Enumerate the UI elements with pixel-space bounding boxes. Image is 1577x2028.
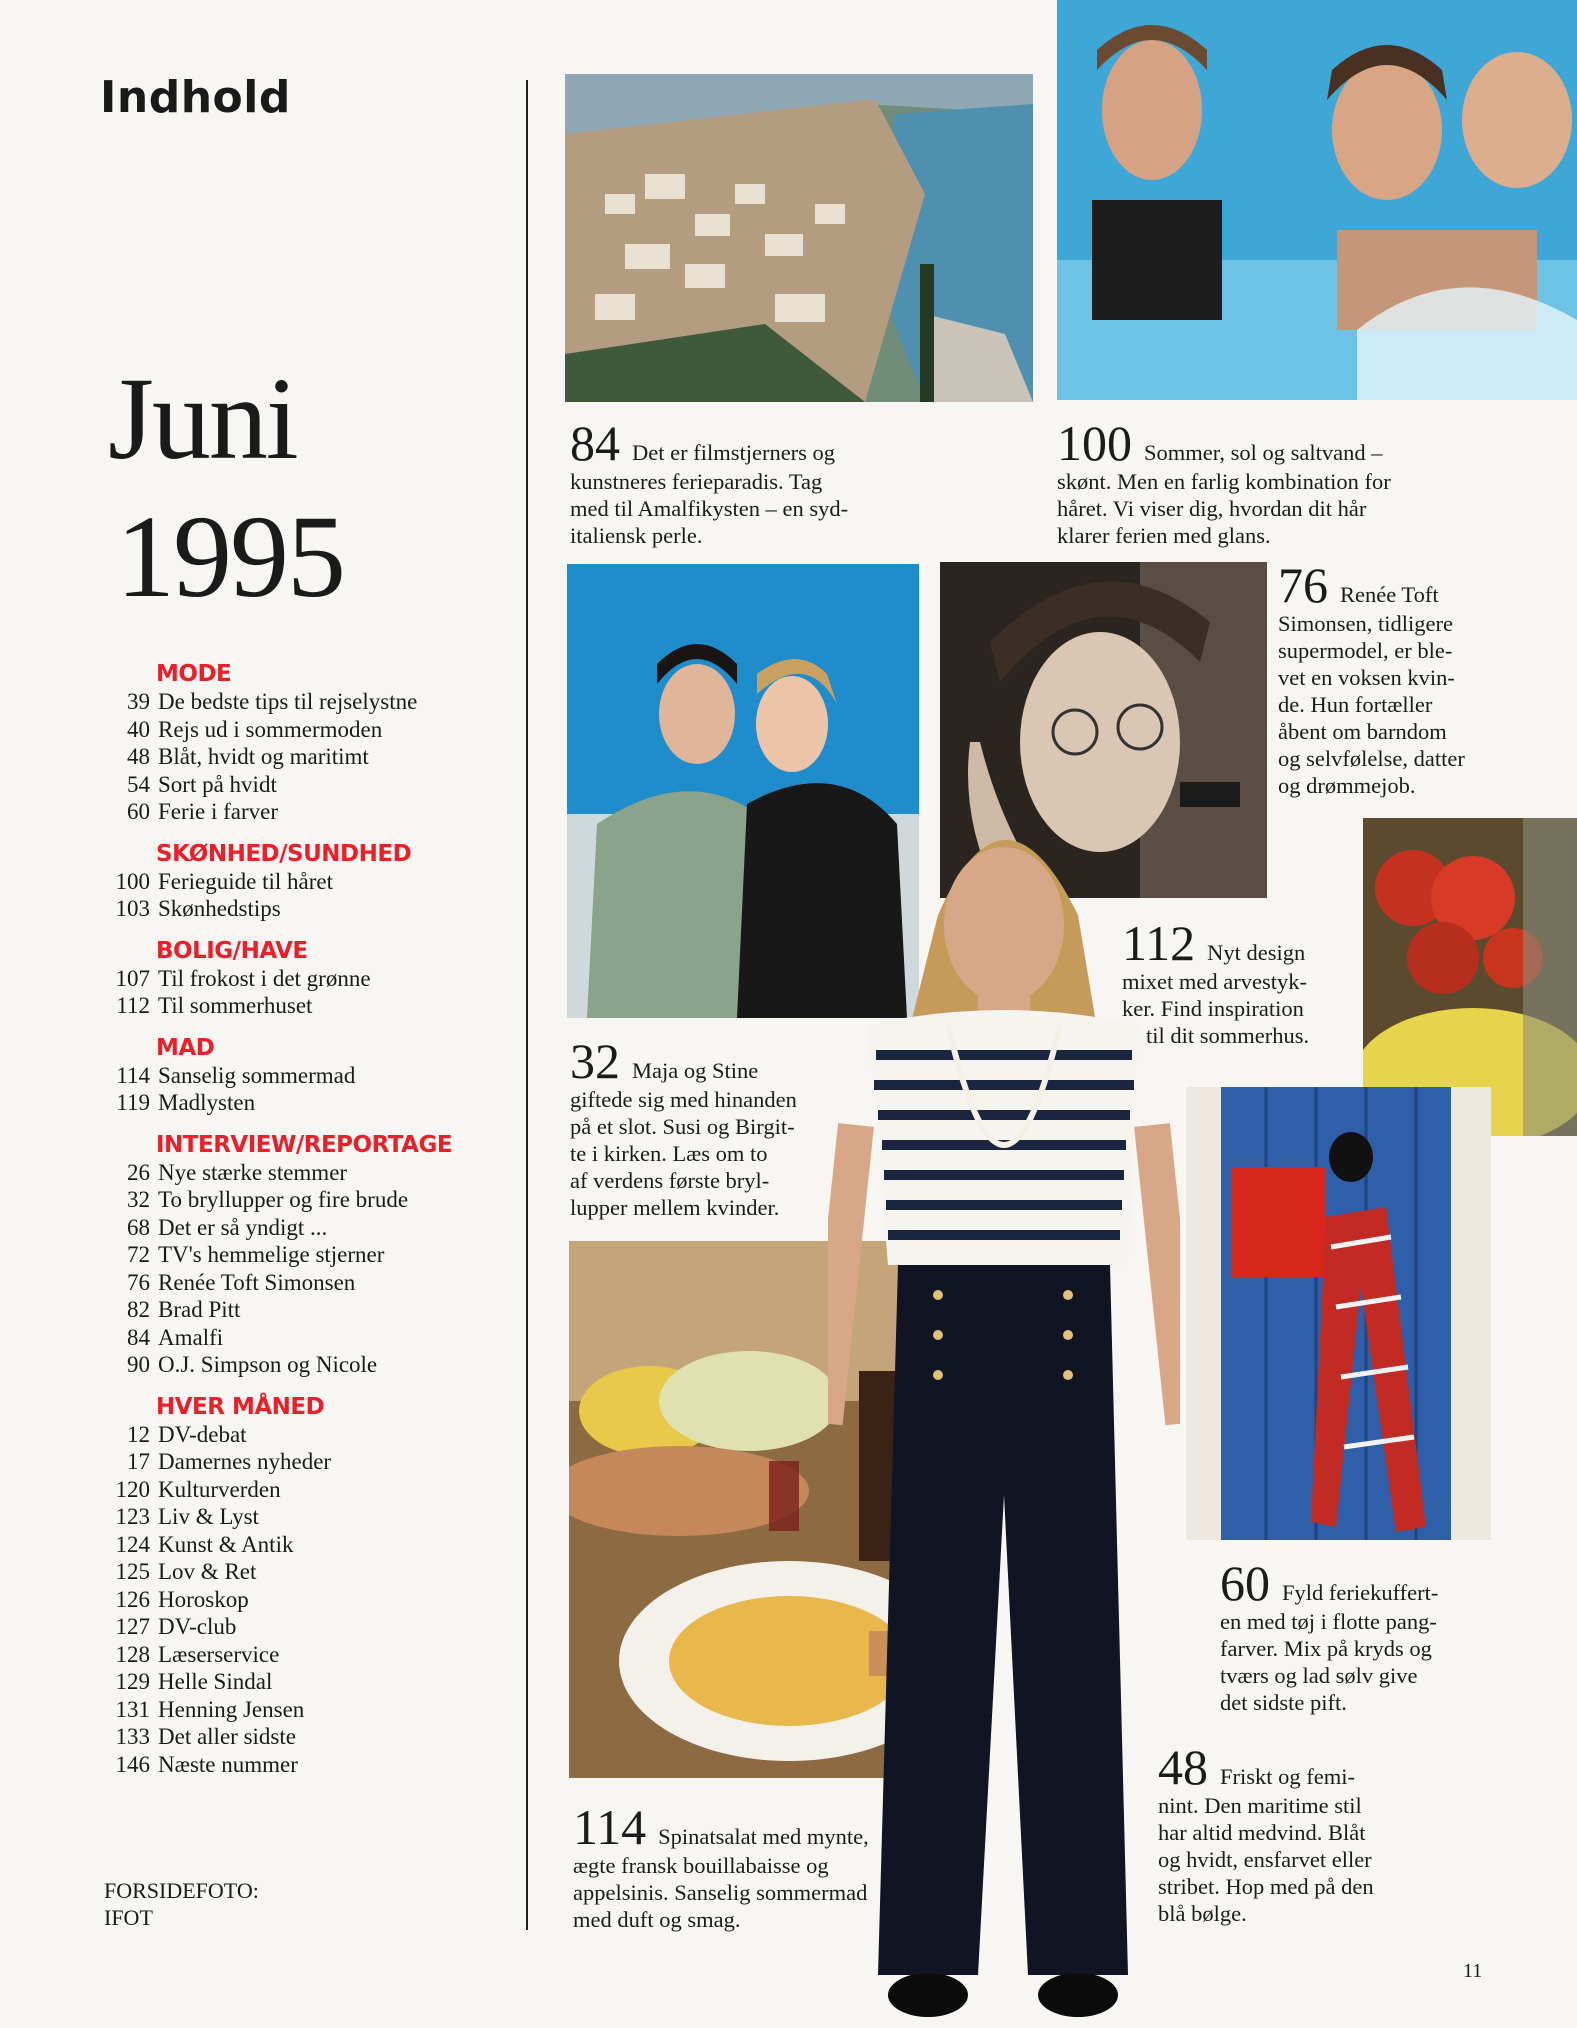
- caption-line: te i kirken. Læs om to: [570, 1141, 768, 1166]
- toc-entry-page: 112: [116, 993, 150, 1018]
- toc-entry-page: 126: [115, 1586, 150, 1612]
- toc-entry-title: Blåt, hvidt og maritimt: [158, 744, 369, 769]
- toc-entry[interactable]: [104, 1296, 504, 1324]
- caption-line: nint. Den maritime stil: [1158, 1793, 1362, 1818]
- toc-entry-title: Henning Jensen: [158, 1696, 305, 1722]
- toc-entry-title: Amalfi: [158, 1324, 224, 1350]
- toc-entry-title: Sort på hvidt: [158, 771, 277, 797]
- page-heading: Indhold: [100, 72, 291, 123]
- cover-credit: [104, 1877, 259, 1931]
- toc-section-title: MODE: [156, 661, 232, 687]
- toc-entry[interactable]: [104, 1558, 504, 1586]
- feature-60-caption: [1220, 1555, 1510, 1716]
- toc-entry-page: 107: [115, 965, 150, 991]
- caption-line: 76 Renée Toft: [1278, 557, 1439, 613]
- clothes-on-blue-door-photo: [1186, 1087, 1491, 1540]
- toc-entry[interactable]: [104, 965, 504, 993]
- toc-entry-title: Læserservice: [158, 1641, 280, 1667]
- toc-entry-title: Det er så yndigt ...: [158, 1214, 328, 1240]
- toc-entry-title: Skønhedstips: [158, 896, 281, 921]
- feature-112-caption: [1122, 915, 1352, 1049]
- toc-entry-title: Renée Toft Simonsen: [158, 1269, 356, 1295]
- caption-line: mixet med arvestyk-: [1122, 969, 1307, 994]
- toc-entry-title: To bryllupper og fire brude: [158, 1187, 409, 1212]
- toc-entry-title: O.J. Simpson og Nicole: [158, 1352, 378, 1377]
- toc-entry-page: 127: [115, 1614, 150, 1639]
- toc-section: [104, 1131, 504, 1379]
- page-number: 11: [1463, 1960, 1483, 1982]
- toc-entry-page: 48: [127, 744, 150, 769]
- toc-section-title: HVER MÅNED: [156, 1393, 325, 1420]
- feature-number: 76: [1278, 557, 1328, 613]
- toc-entry-page: 54: [127, 771, 150, 797]
- feature-number: 112: [1122, 915, 1196, 971]
- toc-entry-title: TV's hemmelige stjerner: [158, 1242, 385, 1267]
- toc-entry-page: 114: [116, 1062, 150, 1088]
- toc-entry-page: 100: [115, 868, 150, 894]
- caption-line: stribet. Hop med på den: [1158, 1874, 1374, 1899]
- toc-entry[interactable]: [104, 688, 504, 716]
- women-splashing-water-photo: [1057, 0, 1577, 400]
- toc-entry[interactable]: [104, 1641, 504, 1669]
- cover-credit-label: FORSIDEFOTO:: [104, 1878, 259, 1903]
- caption-line: italiensk perle.: [570, 523, 703, 548]
- toc-entry[interactable]: [104, 1696, 504, 1724]
- toc-entry[interactable]: [104, 1186, 504, 1214]
- toc-entry-title: Kunst & Antik: [158, 1531, 294, 1557]
- toc-entry-page: 68: [127, 1214, 150, 1240]
- toc-entry[interactable]: [104, 1062, 504, 1090]
- toc-entry[interactable]: [104, 716, 504, 744]
- toc-section-title: BOLIG/HAVE: [156, 937, 308, 964]
- feature-number: 32: [570, 1033, 620, 1089]
- toc-entry[interactable]: [104, 1089, 504, 1117]
- caption-line: tværs og lad sølv give: [1220, 1663, 1418, 1688]
- column-divider: [526, 80, 528, 1930]
- caption-line: åbent om barndom: [1278, 719, 1447, 744]
- toc-entry-page: 146: [115, 1751, 150, 1777]
- caption-line: 112 Nyt design: [1122, 915, 1306, 971]
- toc-section: [104, 840, 504, 923]
- feature-100-caption: [1057, 415, 1557, 549]
- toc-entry[interactable]: [104, 743, 504, 771]
- toc-entry[interactable]: [104, 1448, 504, 1476]
- toc-entry-title: Til frokost i det grønne: [158, 965, 371, 991]
- toc-entry-page: 60: [127, 799, 150, 824]
- toc-entry-title: Madlysten: [158, 1090, 256, 1115]
- caption-line: 100 Sommer, sol og saltvand –: [1057, 415, 1383, 471]
- caption-line: med til Amalfikysten – en syd-: [570, 496, 849, 521]
- toc-entry-title: Sanselig sommermad: [158, 1062, 356, 1088]
- toc-entry-title: Damernes nyheder: [158, 1449, 332, 1474]
- caption-line: 114 Spinatsalat med mynte,: [573, 1799, 869, 1855]
- toc-entry-page: 103: [115, 896, 150, 921]
- toc-entry-title: Ferieguide til håret: [158, 868, 333, 894]
- toc-entry-page: 128: [115, 1641, 150, 1667]
- toc-section: [104, 937, 504, 1020]
- toc-entry-page: 123: [115, 1504, 150, 1529]
- caption-line: på et slot. Susi og Birgit-: [570, 1114, 795, 1139]
- toc-entry-title: Rejs ud i sommermoden: [158, 716, 383, 742]
- toc-entry-title: Helle Sindal: [158, 1669, 273, 1694]
- caption-line: giftede sig med hinanden: [570, 1087, 797, 1112]
- caption-line: og hvidt, ensfarvet eller: [1158, 1847, 1372, 1872]
- caption-line: 60 Fyld feriekuffert-: [1220, 1555, 1439, 1611]
- caption-line: har altid medvind. Blåt: [1158, 1820, 1366, 1845]
- toc-entry-page: 131: [115, 1696, 150, 1722]
- toc-entry-page: 26: [127, 1159, 150, 1185]
- toc-entry[interactable]: [104, 1476, 504, 1504]
- feature-number: 100: [1057, 415, 1132, 471]
- toc-entry-title: Lov & Ret: [158, 1559, 257, 1584]
- caption-line: af verdens første bryl-: [570, 1168, 770, 1193]
- caption-line: det sidste pift.: [1220, 1690, 1347, 1715]
- amalfi-coast-photo: [565, 74, 1033, 402]
- toc-entry[interactable]: [104, 868, 504, 896]
- toc-entry[interactable]: [104, 1214, 504, 1242]
- toc-entry[interactable]: [104, 1503, 504, 1531]
- toc-section: [104, 1034, 504, 1117]
- issue-month: Juni: [108, 353, 297, 484]
- toc-entry[interactable]: [104, 1751, 504, 1779]
- caption-line: og selvfølelse, datter: [1278, 746, 1465, 771]
- toc-entry[interactable]: [104, 992, 504, 1020]
- caption-line: med duft og smag.: [573, 1907, 741, 1932]
- toc-entry-page: 84: [127, 1324, 150, 1350]
- caption-line: ker. Find inspiration: [1122, 996, 1304, 1021]
- toc-section-title: SKØNHED/SUNDHED: [156, 840, 412, 867]
- toc-entry-page: 82: [127, 1297, 150, 1322]
- toc-section-title: MAD: [156, 1034, 215, 1061]
- toc-entry-title: Brad Pitt: [158, 1297, 241, 1322]
- caption-line: skønt. Men en farlig kombination for: [1057, 469, 1391, 494]
- caption-line: 32 Maja og Stine: [570, 1033, 759, 1089]
- toc-entry-page: 12: [127, 1421, 150, 1447]
- feature-114-caption: [573, 1799, 943, 1933]
- toc-entry-page: 17: [127, 1449, 150, 1474]
- caption-line: til dit sommerhus.: [1146, 1023, 1310, 1048]
- toc-entry-page: 119: [116, 1090, 150, 1115]
- toc-entry-page: 90: [127, 1352, 150, 1377]
- caption-line: 84 Det er filmstjerners og: [570, 415, 836, 471]
- toc-entry-title: DV-debat: [158, 1421, 247, 1447]
- toc-entry-title: Liv & Lyst: [158, 1504, 259, 1529]
- caption-line: blå bølge.: [1158, 1901, 1247, 1926]
- table-of-contents: [104, 660, 504, 1792]
- toc-entry[interactable]: [104, 1269, 504, 1297]
- toc-entry-page: 120: [115, 1476, 150, 1502]
- toc-entry-title: Kulturverden: [158, 1476, 281, 1502]
- toc-entry-page: 124: [115, 1531, 150, 1557]
- toc-entry-page: 129: [115, 1669, 150, 1694]
- cover-credit-name: IFOT: [104, 1905, 153, 1930]
- toc-entry-page: 125: [115, 1559, 150, 1584]
- caption-line: en med tøj i flotte pang-: [1220, 1609, 1437, 1634]
- toc-entry-title: DV-club: [158, 1614, 237, 1639]
- caption-line: supermodel, er ble-: [1278, 638, 1453, 663]
- toc-entry[interactable]: [104, 1324, 504, 1352]
- caption-line: klarer ferien med glans.: [1057, 523, 1271, 548]
- toc-entry-page: 40: [127, 716, 150, 742]
- toc-entry[interactable]: [104, 1723, 504, 1751]
- caption-line: vet en voksen kvin-: [1278, 665, 1455, 690]
- caption-line: farver. Mix på kryds og: [1220, 1636, 1432, 1661]
- toc-section-title: INTERVIEW/REPORTAGE: [156, 1131, 453, 1158]
- toc-entry[interactable]: [104, 1668, 504, 1696]
- caption-line: kunstneres ferieparadis. Tag: [570, 469, 823, 494]
- toc-entry-page: 72: [127, 1242, 150, 1267]
- toc-entry-page: 76: [127, 1269, 150, 1295]
- caption-line: de. Hun fortæller: [1278, 692, 1433, 717]
- toc-entry[interactable]: [104, 798, 504, 826]
- toc-entry-title: De bedste tips til rejselystne: [158, 689, 418, 714]
- caption-line: appelsinis. Sanselig sommermad: [573, 1880, 868, 1905]
- toc-entry[interactable]: [104, 1531, 504, 1559]
- toc-entry[interactable]: [104, 1159, 504, 1187]
- feature-number: 84: [570, 415, 620, 471]
- toc-entry-title: Ferie i farver: [158, 799, 279, 824]
- toc-entry[interactable]: [104, 895, 504, 923]
- toc-entry[interactable]: [104, 1351, 504, 1379]
- caption-line: Simonsen, tidligere: [1278, 611, 1453, 636]
- toc-section: [104, 1393, 504, 1779]
- toc-entry-page: 39: [127, 689, 150, 714]
- toc-entry[interactable]: [104, 771, 504, 799]
- toc-section: [104, 660, 504, 826]
- toc-entry-page: 32: [127, 1187, 150, 1212]
- feature-number: 60: [1220, 1555, 1270, 1611]
- toc-entry-title: Horoskop: [158, 1586, 249, 1612]
- caption-line: lupper mellem kvinder.: [570, 1195, 780, 1220]
- toc-entry-title: Næste nummer: [158, 1751, 298, 1777]
- toc-entry[interactable]: [104, 1613, 504, 1641]
- toc-entry-title: Til sommerhuset: [158, 993, 313, 1018]
- caption-line: ægte fransk bouillabaisse og: [573, 1853, 829, 1878]
- toc-entry[interactable]: [104, 1241, 504, 1269]
- caption-line: 48 Friskt og femi-: [1158, 1739, 1355, 1795]
- toc-entry[interactable]: [104, 1421, 504, 1449]
- issue-year: 1995: [116, 491, 344, 622]
- feature-48-caption: [1158, 1739, 1448, 1927]
- feature-76-caption: [1278, 557, 1518, 799]
- toc-entry-title: Det aller sidste: [158, 1724, 296, 1749]
- feature-number: 48: [1158, 1739, 1208, 1795]
- toc-entry-title: Nye stærke stemmer: [158, 1159, 348, 1185]
- feature-number: 114: [573, 1799, 647, 1855]
- toc-entry-page: 133: [115, 1724, 150, 1749]
- feature-32-caption: [570, 1033, 840, 1221]
- caption-line: og drømmejob.: [1278, 773, 1416, 798]
- feature-84-caption: [570, 415, 1030, 549]
- caption-line: håret. Vi viser dig, hvordan dit hår: [1057, 496, 1367, 521]
- toc-entry[interactable]: [104, 1586, 504, 1614]
